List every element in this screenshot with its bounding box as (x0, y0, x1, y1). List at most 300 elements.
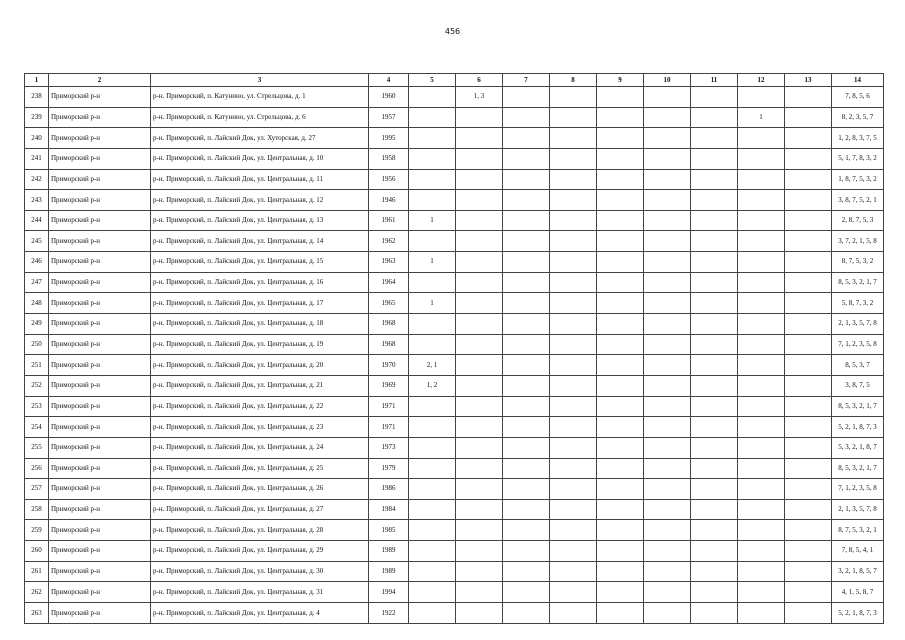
cell-address: р-н. Приморский, п. Лайский Док, ул. Центральная, д. 14 (151, 231, 369, 252)
cell-col-7 (503, 541, 550, 562)
cell-col-10 (644, 499, 691, 520)
cell-col-5 (409, 128, 456, 149)
cell-col-7 (503, 190, 550, 211)
cell-col-14: 3, 8, 7, 5, 2, 1 (832, 190, 884, 211)
cell-district: Приморский р-н (49, 479, 151, 500)
cell-col-9 (597, 210, 644, 231)
cell-row-number: 252 (25, 375, 49, 396)
cell-col-6: 1, 3 (456, 87, 503, 108)
cell-col-12 (738, 293, 785, 314)
cell-col-8 (550, 582, 597, 603)
cell-year: 1969 (369, 375, 409, 396)
cell-row-number: 257 (25, 479, 49, 500)
cell-address: р-н. Приморский, п. Лайский Док, ул. Центральная, д. 24 (151, 437, 369, 458)
cell-col-11 (691, 128, 738, 149)
cell-col-5 (409, 458, 456, 479)
cell-col-10 (644, 148, 691, 169)
cell-col-14: 8, 5, 3, 7 (832, 355, 884, 376)
cell-col-6 (456, 541, 503, 562)
cell-col-8 (550, 458, 597, 479)
cell-col-6 (456, 375, 503, 396)
cell-address: р-н. Приморский, п. Лайский Док, ул. Центральная, д. 31 (151, 582, 369, 603)
cell-col-11 (691, 479, 738, 500)
cell-col-14: 5, 1, 7, 8, 3, 2 (832, 148, 884, 169)
column-header-12: 12 (738, 74, 785, 87)
cell-col-9 (597, 169, 644, 190)
cell-col-5 (409, 603, 456, 624)
cell-col-5 (409, 499, 456, 520)
cell-row-number: 243 (25, 190, 49, 211)
cell-col-10 (644, 375, 691, 396)
cell-address: р-н. Приморский, п. Лайский Док, ул. Центральная, д. 17 (151, 293, 369, 314)
cell-year: 1957 (369, 107, 409, 128)
cell-col-9 (597, 520, 644, 541)
cell-col-9 (597, 272, 644, 293)
cell-col-13 (785, 396, 832, 417)
cell-col-14: 2, 8, 7, 5, 3 (832, 210, 884, 231)
cell-row-number: 242 (25, 169, 49, 190)
cell-year: 1971 (369, 396, 409, 417)
cell-col-12 (738, 87, 785, 108)
table-row (25, 231, 884, 252)
cell-col-10 (644, 396, 691, 417)
cell-col-12 (738, 417, 785, 438)
cell-district: Приморский р-н (49, 417, 151, 438)
cell-col-8 (550, 561, 597, 582)
cell-col-10 (644, 582, 691, 603)
cell-year: 1994 (369, 582, 409, 603)
cell-col-10 (644, 169, 691, 190)
cell-col-12 (738, 169, 785, 190)
cell-row-number: 241 (25, 148, 49, 169)
table-row (25, 499, 884, 520)
cell-col-9 (597, 190, 644, 211)
cell-row-number: 246 (25, 252, 49, 273)
cell-col-12: 1 (738, 107, 785, 128)
cell-address: р-н. Приморский, п. Лайский Док, ул. Хуторская, д. 27 (151, 128, 369, 149)
cell-col-10 (644, 87, 691, 108)
cell-address: р-н. Приморский, п. Лайский Док, ул. Центральная, д. 12 (151, 190, 369, 211)
cell-col-14: 8, 5, 3, 2, 1, 7 (832, 458, 884, 479)
cell-col-12 (738, 272, 785, 293)
cell-year: 1986 (369, 479, 409, 500)
column-header-9: 9 (597, 74, 644, 87)
cell-col-13 (785, 87, 832, 108)
cell-col-10 (644, 458, 691, 479)
cell-year: 1962 (369, 231, 409, 252)
cell-row-number: 238 (25, 87, 49, 108)
cell-col-11 (691, 458, 738, 479)
cell-col-14: 3, 7, 2, 1, 5, 8 (832, 231, 884, 252)
cell-col-11 (691, 396, 738, 417)
cell-col-7 (503, 520, 550, 541)
cell-year: 1971 (369, 417, 409, 438)
cell-year: 1963 (369, 252, 409, 273)
cell-col-5 (409, 417, 456, 438)
cell-row-number: 240 (25, 128, 49, 149)
cell-col-13 (785, 252, 832, 273)
cell-col-7 (503, 231, 550, 252)
cell-col-5 (409, 190, 456, 211)
cell-col-11 (691, 210, 738, 231)
cell-row-number: 249 (25, 314, 49, 335)
cell-district: Приморский р-н (49, 210, 151, 231)
cell-col-13 (785, 128, 832, 149)
cell-col-11 (691, 293, 738, 314)
cell-col-5 (409, 479, 456, 500)
cell-col-14: 8, 7, 5, 3, 2, 1 (832, 520, 884, 541)
column-header-11: 11 (691, 74, 738, 87)
cell-col-8 (550, 437, 597, 458)
cell-col-5 (409, 437, 456, 458)
cell-col-13 (785, 375, 832, 396)
column-header-6: 6 (456, 74, 503, 87)
cell-year: 1973 (369, 437, 409, 458)
cell-col-9 (597, 603, 644, 624)
cell-col-14: 3, 8, 7, 5 (832, 375, 884, 396)
page-number: 456 (444, 27, 461, 36)
cell-col-10 (644, 437, 691, 458)
cell-col-7 (503, 314, 550, 335)
cell-col-8 (550, 169, 597, 190)
cell-row-number: 250 (25, 334, 49, 355)
cell-row-number: 255 (25, 437, 49, 458)
cell-district: Приморский р-н (49, 107, 151, 128)
cell-address: р-н. Приморский, п. Лайский Док, ул. Центральная, д. 30 (151, 561, 369, 582)
cell-col-11 (691, 272, 738, 293)
cell-row-number: 262 (25, 582, 49, 603)
cell-col-12 (738, 541, 785, 562)
table-row (25, 375, 884, 396)
cell-address: р-н. Приморский, п. Лайский Док, ул. Центральная, д. 13 (151, 210, 369, 231)
cell-col-12 (738, 190, 785, 211)
table-row (25, 210, 884, 231)
cell-year: 1989 (369, 541, 409, 562)
cell-address: р-н. Приморский, п. Катунино, ул. Стрельцова, д. 1 (151, 87, 369, 108)
cell-row-number: 258 (25, 499, 49, 520)
cell-col-9 (597, 499, 644, 520)
cell-col-11 (691, 190, 738, 211)
cell-district: Приморский р-н (49, 437, 151, 458)
cell-col-10 (644, 231, 691, 252)
cell-row-number: 251 (25, 355, 49, 376)
cell-col-13 (785, 334, 832, 355)
cell-col-7 (503, 417, 550, 438)
table-row (25, 334, 884, 355)
cell-col-11 (691, 87, 738, 108)
cell-col-12 (738, 314, 785, 335)
table-row (25, 107, 884, 128)
table-row (25, 355, 884, 376)
cell-address: р-н. Приморский, п. Лайский Док, ул. Центральная, д. 21 (151, 375, 369, 396)
table-row (25, 272, 884, 293)
cell-col-11 (691, 561, 738, 582)
cell-col-13 (785, 417, 832, 438)
cell-col-13 (785, 582, 832, 603)
cell-row-number: 244 (25, 210, 49, 231)
cell-col-12 (738, 520, 785, 541)
cell-col-14: 5, 2, 1, 8, 7, 3 (832, 603, 884, 624)
cell-row-number: 239 (25, 107, 49, 128)
cell-col-13 (785, 458, 832, 479)
cell-col-11 (691, 314, 738, 335)
cell-col-8 (550, 293, 597, 314)
table-row (25, 417, 884, 438)
cell-col-10 (644, 334, 691, 355)
cell-col-5 (409, 148, 456, 169)
cell-year: 1985 (369, 520, 409, 541)
column-header-13: 13 (785, 74, 832, 87)
housing-register-table (24, 73, 884, 624)
cell-col-8 (550, 107, 597, 128)
cell-col-7 (503, 603, 550, 624)
cell-year: 1995 (369, 128, 409, 149)
cell-col-10 (644, 520, 691, 541)
cell-col-8 (550, 479, 597, 500)
cell-col-14: 5, 3, 2, 1, 8, 7 (832, 437, 884, 458)
cell-district: Приморский р-н (49, 541, 151, 562)
table-row (25, 582, 884, 603)
cell-col-8 (550, 541, 597, 562)
cell-col-9 (597, 128, 644, 149)
cell-district: Приморский р-н (49, 128, 151, 149)
cell-col-6 (456, 128, 503, 149)
cell-col-6 (456, 396, 503, 417)
table-row (25, 314, 884, 335)
cell-col-14: 7, 8, 5, 6 (832, 87, 884, 108)
cell-col-11 (691, 169, 738, 190)
cell-district: Приморский р-н (49, 561, 151, 582)
cell-col-14: 1, 2, 8, 3, 7, 5 (832, 128, 884, 149)
cell-col-14: 2, 1, 3, 5, 7, 8 (832, 499, 884, 520)
cell-address: р-н. Приморский, п. Лайский Док, ул. Центральная, д. 11 (151, 169, 369, 190)
cell-col-12 (738, 499, 785, 520)
cell-col-10 (644, 417, 691, 438)
cell-col-13 (785, 272, 832, 293)
cell-row-number: 247 (25, 272, 49, 293)
cell-col-6 (456, 231, 503, 252)
cell-col-6 (456, 582, 503, 603)
cell-col-9 (597, 87, 644, 108)
cell-col-11 (691, 252, 738, 273)
cell-col-12 (738, 128, 785, 149)
cell-col-9 (597, 582, 644, 603)
cell-col-9 (597, 541, 644, 562)
cell-year: 1958 (369, 148, 409, 169)
cell-district: Приморский р-н (49, 314, 151, 335)
cell-address: р-н. Приморский, п. Лайский Док, ул. Центральная, д. 25 (151, 458, 369, 479)
cell-col-9 (597, 231, 644, 252)
cell-col-7 (503, 355, 550, 376)
cell-col-14: 5, 2, 1, 8, 7, 3 (832, 417, 884, 438)
cell-col-5: 1 (409, 293, 456, 314)
cell-col-10 (644, 272, 691, 293)
cell-col-12 (738, 479, 785, 500)
cell-district: Приморский р-н (49, 396, 151, 417)
cell-col-9 (597, 148, 644, 169)
cell-district: Приморский р-н (49, 582, 151, 603)
cell-address: р-н. Приморский, п. Лайский Док, ул. Центральная, д. 26 (151, 479, 369, 500)
table-row (25, 293, 884, 314)
cell-col-13 (785, 314, 832, 335)
cell-col-9 (597, 479, 644, 500)
cell-col-6 (456, 314, 503, 335)
cell-col-14: 8, 5, 3, 2, 1, 7 (832, 272, 884, 293)
cell-col-10 (644, 314, 691, 335)
cell-col-7 (503, 107, 550, 128)
cell-col-13 (785, 603, 832, 624)
cell-col-7 (503, 479, 550, 500)
cell-col-10 (644, 210, 691, 231)
cell-address: р-н. Приморский, п. Лайский Док, ул. Центральная, д. 29 (151, 541, 369, 562)
cell-col-7 (503, 458, 550, 479)
cell-col-9 (597, 314, 644, 335)
cell-address: р-н. Приморский, п. Лайский Док, ул. Центральная, д. 28 (151, 520, 369, 541)
cell-col-8 (550, 314, 597, 335)
cell-col-9 (597, 437, 644, 458)
cell-col-6 (456, 458, 503, 479)
cell-row-number: 259 (25, 520, 49, 541)
column-header-2: 2 (49, 74, 151, 87)
cell-district: Приморский р-н (49, 252, 151, 273)
cell-year: 1989 (369, 561, 409, 582)
cell-col-6 (456, 520, 503, 541)
cell-col-8 (550, 272, 597, 293)
cell-col-5 (409, 87, 456, 108)
cell-col-10 (644, 293, 691, 314)
cell-col-13 (785, 437, 832, 458)
cell-col-5 (409, 107, 456, 128)
cell-col-14: 1, 8, 7, 5, 3, 2 (832, 169, 884, 190)
cell-col-14: 4, 1, 5, 8, 7 (832, 582, 884, 603)
cell-col-8 (550, 355, 597, 376)
cell-col-6 (456, 499, 503, 520)
cell-col-7 (503, 128, 550, 149)
cell-col-6 (456, 603, 503, 624)
cell-col-5 (409, 541, 456, 562)
cell-col-7 (503, 252, 550, 273)
cell-col-12 (738, 231, 785, 252)
cell-col-11 (691, 437, 738, 458)
cell-col-8 (550, 499, 597, 520)
cell-col-10 (644, 479, 691, 500)
cell-year: 1946 (369, 190, 409, 211)
cell-col-9 (597, 458, 644, 479)
column-header-10: 10 (644, 74, 691, 87)
cell-district: Приморский р-н (49, 293, 151, 314)
cell-row-number: 260 (25, 541, 49, 562)
table-row (25, 520, 884, 541)
cell-col-6 (456, 437, 503, 458)
cell-col-13 (785, 520, 832, 541)
cell-year: 1965 (369, 293, 409, 314)
cell-col-9 (597, 107, 644, 128)
cell-col-9 (597, 252, 644, 273)
cell-col-7 (503, 396, 550, 417)
cell-col-5 (409, 582, 456, 603)
cell-col-5 (409, 561, 456, 582)
table-row (25, 603, 884, 624)
cell-col-5 (409, 231, 456, 252)
cell-col-6 (456, 561, 503, 582)
cell-col-10 (644, 561, 691, 582)
column-header-4: 4 (369, 74, 409, 87)
cell-col-10 (644, 541, 691, 562)
cell-col-14: 7, 1, 2, 3, 5, 8 (832, 334, 884, 355)
column-header-8: 8 (550, 74, 597, 87)
cell-row-number: 256 (25, 458, 49, 479)
cell-col-13 (785, 169, 832, 190)
cell-district: Приморский р-н (49, 334, 151, 355)
cell-district: Приморский р-н (49, 148, 151, 169)
cell-col-8 (550, 128, 597, 149)
cell-address: р-н. Приморский, п. Лайский Док, ул. Центральная, д. 4 (151, 603, 369, 624)
cell-col-12 (738, 437, 785, 458)
cell-col-13 (785, 355, 832, 376)
cell-address: р-н. Приморский, п. Катунино, ул. Стрельцова, д. 6 (151, 107, 369, 128)
cell-col-11 (691, 107, 738, 128)
cell-col-14: 3, 2, 1, 8, 5, 7 (832, 561, 884, 582)
cell-col-12 (738, 396, 785, 417)
cell-row-number: 248 (25, 293, 49, 314)
cell-district: Приморский р-н (49, 499, 151, 520)
cell-col-12 (738, 334, 785, 355)
table-row (25, 252, 884, 273)
cell-col-12 (738, 603, 785, 624)
table-row (25, 479, 884, 500)
cell-col-9 (597, 417, 644, 438)
column-header-5: 5 (409, 74, 456, 87)
cell-col-6 (456, 293, 503, 314)
cell-address: р-н. Приморский, п. Лайский Док, ул. Центральная, д. 23 (151, 417, 369, 438)
cell-col-7 (503, 499, 550, 520)
cell-col-6 (456, 334, 503, 355)
cell-col-8 (550, 334, 597, 355)
cell-col-11 (691, 499, 738, 520)
cell-col-8 (550, 417, 597, 438)
cell-col-5 (409, 334, 456, 355)
column-header-7: 7 (503, 74, 550, 87)
cell-district: Приморский р-н (49, 87, 151, 108)
cell-col-13 (785, 479, 832, 500)
cell-col-11 (691, 520, 738, 541)
cell-col-7 (503, 87, 550, 108)
cell-col-12 (738, 148, 785, 169)
cell-col-6 (456, 107, 503, 128)
cell-year: 1984 (369, 499, 409, 520)
cell-col-5: 1 (409, 252, 456, 273)
cell-col-13 (785, 210, 832, 231)
header-row (25, 74, 884, 87)
cell-col-11 (691, 148, 738, 169)
cell-address: р-н. Приморский, п. Лайский Док, ул. Центральная, д. 19 (151, 334, 369, 355)
cell-col-8 (550, 231, 597, 252)
table-row (25, 437, 884, 458)
cell-col-6 (456, 190, 503, 211)
cell-col-5: 2, 1 (409, 355, 456, 376)
cell-col-6 (456, 148, 503, 169)
cell-col-8 (550, 252, 597, 273)
cell-row-number: 253 (25, 396, 49, 417)
cell-col-5 (409, 272, 456, 293)
table-body (25, 87, 884, 624)
cell-col-8 (550, 148, 597, 169)
cell-district: Приморский р-н (49, 355, 151, 376)
cell-row-number: 263 (25, 603, 49, 624)
cell-col-8 (550, 190, 597, 211)
cell-col-13 (785, 107, 832, 128)
table-row (25, 148, 884, 169)
